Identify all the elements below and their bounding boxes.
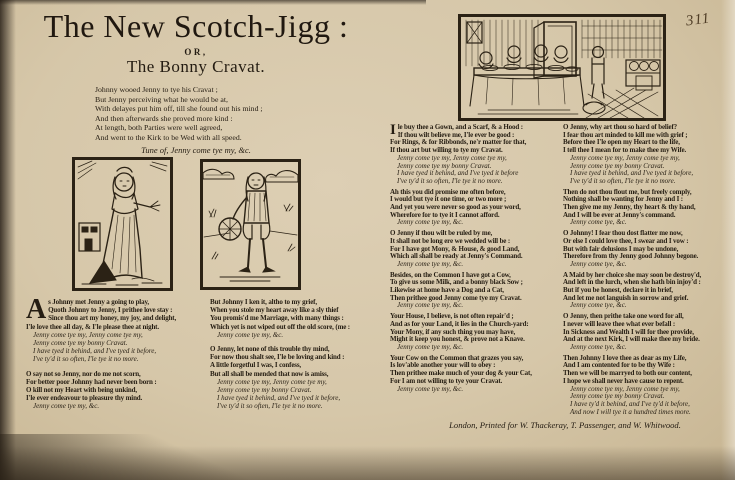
verse-line: Then do not thou flout me, but freely comply,: [563, 187, 692, 196]
verse-line: When you stole my heart away like a sly thief: [210, 306, 339, 315]
verse-line: Therefore from thy Jenny good Johnny begone.: [563, 252, 699, 261]
drop-cap: I: [390, 122, 396, 138]
verse-line: I'le love thee all day, & I'le please thee at night.: [26, 322, 159, 331]
woodcut-woman: [72, 157, 173, 291]
chorus-line: Jenny come tye my, &c.: [397, 342, 464, 351]
verse-line: Your House, I believe, is not often repair'd ;: [390, 312, 514, 321]
verse-line: A little forgetful I was, I confess,: [210, 361, 302, 370]
stanza: [210, 345, 384, 411]
drop-cap: A: [26, 294, 47, 325]
stanza: [563, 313, 730, 352]
chorus-line: Jenny come tye my, &c.: [397, 259, 464, 268]
text-line: But Jenny perceiving what he would be at,: [95, 94, 228, 104]
verse-line: Before thee I'le open my Heart to the life,: [563, 138, 680, 147]
verse-line: O Jenny, then prithe take one word for all,: [563, 312, 684, 321]
stanza: [26, 370, 200, 411]
imprint-line: London, Printed for W. Thackeray, T. Passenger, and W. Whitwood.: [449, 420, 681, 430]
chorus-line: I've ty'd it so often, I'le tye it no more.: [33, 355, 139, 364]
chorus-line: Jenny come tye my bonny Cravat.: [570, 392, 665, 401]
verse-line: O Jenny, why art thou so hard of belief?: [563, 123, 677, 131]
verse-line: Then prithee make much of your dog & your Cat,: [390, 369, 532, 378]
stanza: [390, 124, 557, 186]
verse-line: O Johnny! I fear thou dost flatter me now,: [563, 229, 683, 238]
chorus-line: Jenny come tye, &c.: [570, 218, 627, 227]
chorus-line: Jenny come tye my, Jenny come tye my,: [397, 153, 507, 162]
verse-line: To give us some Milk, and a bonny black Sow ;: [390, 278, 523, 287]
verse-line: Since thou art my honey, my joy, and delight,: [48, 314, 177, 323]
chorus-line: I have tyed it behind, and I've tyed it before,: [217, 394, 341, 403]
handwritten-page-number: 311: [685, 10, 712, 30]
verse-line: If thou art but willing to tye my Cravat.: [390, 146, 503, 155]
or-label: OR,: [184, 47, 208, 57]
left-verse-columns: [26, 294, 384, 417]
main-title: The New Scotch-Jigg :: [43, 8, 349, 44]
woodcut-feast-scene: [458, 14, 666, 121]
subtitle: The Bonny Cravat.: [126, 57, 266, 76]
verse-line: Quoth Johnny to Jenny, I prithee love stay :: [48, 306, 173, 315]
verse-line: And I am contented for to be thy Wife :: [563, 361, 675, 370]
chorus-line: Jenny come tye my, &c.: [397, 301, 464, 310]
verse-line: Your Mony, if any such thing you may have,: [390, 327, 516, 336]
stanza: [563, 189, 730, 228]
verse-line: You promis'd me Marriage, with many things :: [210, 314, 344, 323]
verse-line: Nothing shall be wanting for Jenny and I :: [563, 195, 683, 204]
chorus-line: Jenny come tye my, &c.: [33, 402, 100, 411]
verse-line: O kill not my Heart with being unkind,: [26, 386, 137, 395]
verse-line: Your Cow on the Common that grazes you say,: [390, 353, 524, 362]
verse-line: For I have got Mony, & House, & good Land,: [390, 244, 520, 253]
chorus-line: Jenny come tye my, Jenny come tye my,: [33, 330, 143, 339]
verse-line: For Rings, & for Ribbonds, ne'r matter for that,: [390, 138, 527, 147]
verse-line: And I will be ever at Jenny's command.: [563, 210, 676, 219]
scan-edge-top: [0, 0, 426, 5]
right-verse-columns: [390, 124, 730, 419]
verse-column-2: [210, 298, 384, 417]
verse-line: Or else I could love thee, I swear and I vow :: [563, 236, 689, 245]
chorus-line: Jenny come tye my, Jenny come tye my,: [570, 153, 680, 162]
verse-line: Wherefore for to tye it I cannot afford.: [390, 210, 500, 219]
verse-line: For better poor Johnny had never been born :: [26, 377, 157, 386]
chorus-line: Jenny come tye my bonny Cravat.: [570, 161, 665, 170]
stanza: [390, 313, 557, 352]
text-line: And went to the Kirk to be Wed with all speed.: [95, 132, 242, 142]
verse-line: Then we will be marryed to both our content,: [563, 369, 692, 378]
verse-line: And at the next Kirk, I will make thee my bride.: [563, 335, 700, 344]
stanza: [563, 272, 730, 311]
text-line: And then afterwards she proved more kind :: [95, 113, 233, 123]
verse-line: But Johnny I ken it, altho to my grief,: [210, 298, 317, 306]
woodcut-man: [200, 159, 301, 290]
stanza: [390, 272, 557, 311]
verse-line: A Maid by her choice she may soon be destroy'd,: [563, 270, 702, 279]
verse-line: O Jenny if thou wilt be ruled by me,: [390, 229, 493, 238]
chorus-line: Jenny come tye, &c.: [570, 259, 627, 268]
scan-edge-left: [0, 0, 16, 480]
stanza: [390, 230, 557, 269]
verse-line: Is lov'able another your will to obey :: [390, 361, 496, 370]
verse-line: If thou wilt believe me, I'le ever be good :: [397, 130, 515, 139]
chorus-line: Jenny come tye my, &c.: [217, 330, 284, 339]
verse-line: And let me not languish in sorrow and grief.: [563, 293, 689, 302]
chorus-line: I've ty'd it so often, I'le tye it no more.: [217, 402, 323, 411]
scan-edge-bottom: [0, 446, 735, 480]
chorus-line: And now I will tye it a hundred times more.: [570, 407, 691, 416]
stanza: [390, 189, 557, 228]
verse-line: Then give me my Jenny, thy heart & thy hand,: [563, 203, 696, 212]
chorus-line: I have tyed it behind, and I've tyed it before,: [570, 169, 694, 178]
chorus-line: Jenny come tye my bonny Cravat.: [397, 161, 492, 170]
stanza: [563, 355, 730, 417]
text-line: With delayes put him off, till she found out his mind ;: [95, 104, 263, 113]
verse-line: Then prithee good Jenny come tye my Cravat.: [390, 293, 522, 302]
scan-edge-bottom-left: [0, 434, 260, 480]
verse-line: O Jenny, let none of this trouble thy mind,: [210, 345, 330, 354]
text-line: Johnny wooed Jenny to tye his Cravat ;: [95, 85, 218, 94]
verse-line: As Johnny met Jenny a going to play,: [26, 294, 150, 325]
verse-line: And yet you were never so good as your word,: [390, 203, 521, 212]
verse-line: But all shall be mended that now is amiss,: [210, 369, 329, 378]
verse-line: I tell thee I mean for to make thee my Wife.: [563, 146, 687, 155]
chorus-line: I have tyed it behind, and I've tyed it before: [397, 169, 519, 178]
chorus-line: Jenny come tye my, &c.: [397, 384, 464, 393]
chorus-line: Jenny come tye, &c.: [570, 301, 627, 310]
verse-line: Ile buy thee a Gown, and a Scarf, & a Hood :: [390, 122, 523, 138]
chorus-line: I've ty'd it so often, I'le tye it no more.: [397, 176, 503, 185]
verse-column-3: [390, 124, 557, 419]
verse-line: But if you be honest, declare it in brief,: [563, 286, 673, 295]
chorus-line: Jenny come tye, &c.: [570, 342, 627, 351]
verse-line: And as for your Land, it lies in the Church-yard:: [390, 319, 529, 328]
verse-line: For now thou shalt see, I'le be loving and kind :: [210, 353, 345, 362]
chorus-line: I've ty'd it so often, I'le tye it no more.: [570, 176, 676, 185]
verse-line: I hope we shall never have cause to repent.: [563, 376, 684, 385]
verse-line: Then Johnny I love thee as dear as my Life,: [563, 353, 687, 362]
verse-line: O say not so Jenny, nor do me not scorn,: [26, 369, 141, 378]
chorus-line: Jenny come tye my, Jenny come tye my,: [217, 377, 327, 386]
verse-line: For I am not willing to tye your Cravat.: [390, 376, 503, 385]
chorus-line: Jenny come tye my bonny Cravat.: [217, 386, 312, 395]
text-line: At length, both Parties were well agreed,: [95, 123, 223, 132]
verse-line: Besides, on the Common I have got a Cow,: [390, 270, 511, 279]
verse-column-4: [563, 124, 730, 419]
verse-line: I would but tye it one time, or two more ;: [390, 195, 507, 204]
stanza: [390, 355, 557, 394]
verse-column-1: [26, 294, 200, 417]
stanza: [26, 294, 200, 364]
verse-line: Likewise at home have a Dog and a Cat,: [390, 286, 504, 295]
chorus-line: Jenny come tye my, Jenny come tye my,: [570, 384, 680, 393]
chorus-line: I have tyed it behind, and I've tyed it before,: [33, 347, 157, 356]
verse-line: I never will leave thee what ever befall :: [563, 319, 676, 328]
verse-line: And left in the lurch, when she hath bin injoy'd :: [563, 278, 701, 287]
stanza: [210, 298, 384, 339]
stanza: [563, 124, 730, 186]
verse-line: Which yet is not wiped out off the old score, (me :: [210, 322, 350, 331]
verse-line: I'le ever endeavour to pleasure thy mind.: [26, 394, 143, 403]
verse-line: But with fair delusions I may be undone,: [563, 244, 679, 253]
epigraph: [95, 85, 263, 142]
verse-line: In Sickness and Wealth I will for thee provide,: [563, 327, 694, 336]
verse-line: I fear thou art minded to kill me with grief ;: [563, 130, 688, 139]
verse-line: Which all shall be ready at Jenny's Command.: [390, 252, 523, 261]
chorus-line: Jenny come tye my bonny Cravat.: [33, 339, 128, 348]
chorus-line: Jenny come tye my, &c.: [397, 218, 464, 227]
chorus-line: I have ty'd it behind, and I've ty'd it before,: [570, 399, 690, 408]
verse-line: Might it keep you honest, & prove not a Knave.: [390, 335, 525, 344]
verse-line: Ah this you did promise me often before,: [390, 187, 506, 196]
tune-line: Tune of, Jenny come tye my, &c.: [141, 145, 251, 155]
stanza: [563, 230, 730, 269]
verse-line: It shall not be long ere we wedded will be :: [390, 236, 511, 245]
